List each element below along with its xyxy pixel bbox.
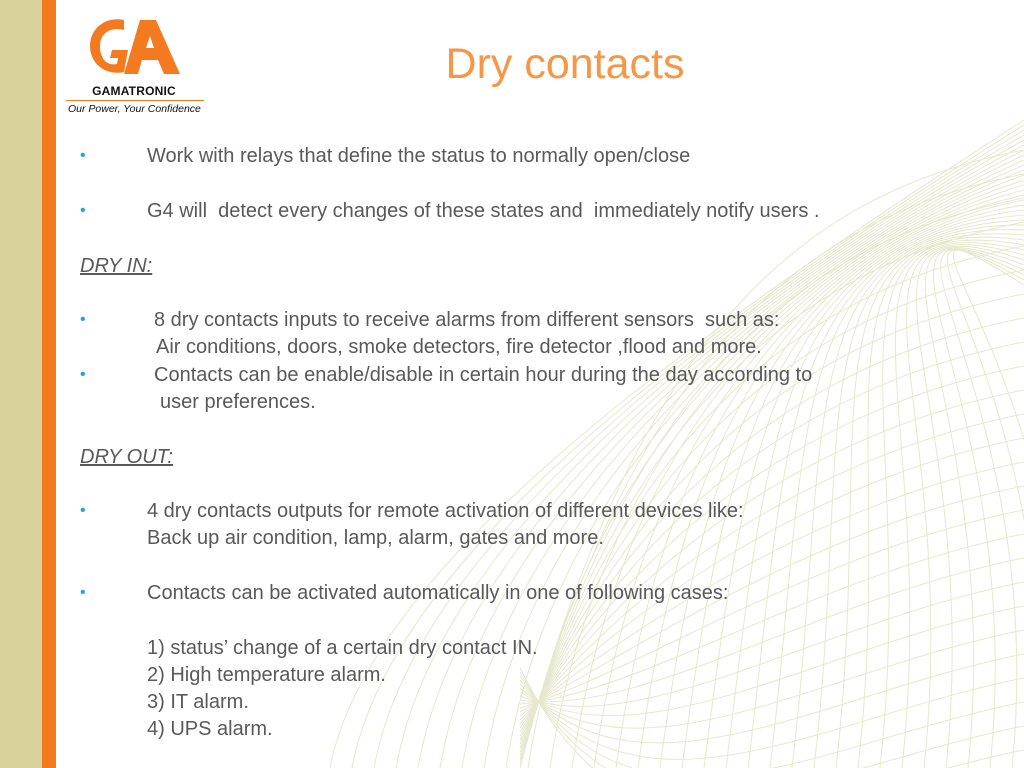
swirl-line xyxy=(418,140,1024,768)
logo-brand-name: GAMATRONIC xyxy=(92,84,176,98)
intro-bullet-1: Work with relays that define the status to normally open/close xyxy=(147,145,691,167)
swirl-line xyxy=(520,558,1024,702)
swirl-line xyxy=(916,246,1024,768)
swirl-line xyxy=(660,195,1024,768)
swirl-line xyxy=(520,222,1024,756)
swirl-line xyxy=(814,230,1024,768)
dry-in-heading: DRY IN: xyxy=(80,255,153,277)
bullet-marker: • xyxy=(80,311,86,328)
dry-out-case-4: 4) UPS alarm. xyxy=(147,718,273,740)
swirl-line xyxy=(638,190,1024,768)
dry-out-case-3: 3) IT alarm. xyxy=(147,691,249,713)
dry-in-item-1-line-1: 8 dry contacts inputs to receive alarms from different sensors such as: xyxy=(154,309,780,331)
swirl-line xyxy=(907,245,1024,768)
swirl-line xyxy=(953,250,1024,768)
swirl-line xyxy=(933,249,1024,768)
swirl-line xyxy=(528,165,1024,768)
dry-out-item-1-line-1: 4 dry contacts outputs for remote activation of different devices like: xyxy=(147,500,744,522)
swirl-line xyxy=(520,198,1024,760)
bullet-marker: • xyxy=(80,502,86,519)
dry-in-item-2-line-2: user preferences. xyxy=(160,391,316,413)
dry-out-case-2: 2) High temperature alarm. xyxy=(147,664,386,686)
swirl-line xyxy=(520,174,1024,764)
gamatronic-logo-mark xyxy=(84,14,184,78)
swirl-line xyxy=(895,243,1024,768)
dry-out-heading: DRY OUT: xyxy=(80,446,173,468)
swirl-line xyxy=(520,654,1024,743)
dry-out-item-2-line-1: Contacts can be activated automatically in one of following cases: xyxy=(147,582,729,604)
dry-out-item-1-line-2: Back up air condition, lamp, alarm, gates and more. xyxy=(147,527,604,549)
swirl-line xyxy=(682,200,1024,768)
swirl-line xyxy=(947,250,1024,768)
company-logo xyxy=(64,14,206,120)
dry-out-case-1: 1) status’ change of a certain dry contact IN. xyxy=(147,637,538,659)
bullet-marker: • xyxy=(80,584,86,601)
swirl-line xyxy=(396,135,1024,768)
logo-divider xyxy=(66,100,204,101)
dry-in-item-1-line-2: Air conditions, doors, smoke detectors, fire detector ,flood and more. xyxy=(156,336,762,358)
bullet-marker: • xyxy=(80,202,86,219)
swirl-line xyxy=(925,248,1024,768)
swirl-line xyxy=(572,175,1024,768)
bullet-marker: • xyxy=(80,366,86,383)
swirl-line xyxy=(520,630,1024,728)
slide-title: Dry contacts xyxy=(445,40,685,88)
bullet-marker: • xyxy=(80,147,86,164)
logo-tagline: Our Power, Your Confidence xyxy=(68,103,201,115)
intro-bullet-2: G4 will detect every changes of these states and immediately notify users . xyxy=(147,200,820,222)
dry-in-item-2-line-1: Contacts can be enable/disable in certain hour during the day according to xyxy=(154,364,813,386)
